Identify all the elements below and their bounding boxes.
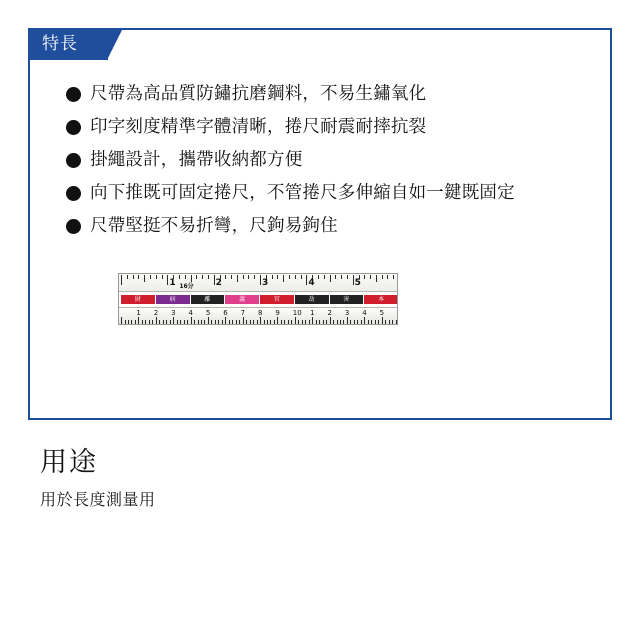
ruler-bottom-number: 8 <box>258 309 263 317</box>
features-tab-label: 特長 <box>28 28 108 60</box>
ruler-bottom-number: 4 <box>362 309 367 317</box>
ruler-tick <box>312 317 313 324</box>
ruler-tick <box>347 275 348 279</box>
feature-text: 向下推既可固定捲尺，不管捲尺多伸縮自如一鍵既固定 <box>90 183 515 203</box>
ruler-tick <box>133 275 134 279</box>
ruler-tick <box>138 317 139 324</box>
ruler-tick <box>281 320 282 324</box>
ruler-chip: 義 <box>225 295 259 304</box>
ruler-top-number: 2 <box>215 278 222 288</box>
ruler-tick <box>215 320 216 324</box>
ruler-tick <box>156 275 157 279</box>
ruler-tick <box>128 320 129 324</box>
ruler-tick <box>131 320 132 324</box>
ruler-tick <box>316 320 317 324</box>
ruler-tick <box>191 317 192 324</box>
ruler-tick <box>357 320 358 324</box>
ruler-tick <box>289 275 290 279</box>
ruler-tick <box>166 320 167 324</box>
ruler-chip: 本 <box>364 295 398 304</box>
ruler-tick <box>159 320 160 324</box>
ruler-tick <box>125 320 126 324</box>
ruler-chip: 害 <box>330 295 364 304</box>
ruler-tick <box>382 275 383 279</box>
ruler-tick <box>229 320 230 324</box>
ruler-tick <box>298 320 299 324</box>
ruler-tick <box>185 275 186 279</box>
feature-text: 掛繩設計，攜帶收納都方便 <box>90 150 303 170</box>
ruler-tick <box>396 320 397 324</box>
ruler-tick <box>218 320 219 324</box>
ruler-tick <box>326 320 327 324</box>
ruler-tick <box>214 275 215 285</box>
ruler-chip: 劫 <box>295 295 329 304</box>
ruler-tick <box>167 275 168 285</box>
ruler-tick <box>330 317 331 324</box>
ruler-top-number: 3 <box>262 278 269 288</box>
ruler-tick <box>277 317 278 324</box>
ruler-tick <box>243 317 244 324</box>
ruler-bottom-number: 5 <box>379 309 385 317</box>
ruler-tick <box>324 275 325 279</box>
ruler-tick <box>288 320 289 324</box>
ruler-tick <box>187 320 188 324</box>
feature-text: 印字刻度精準字體清晰，捲尺耐震耐摔抗裂 <box>90 117 427 137</box>
ruler-tick <box>333 320 334 324</box>
ruler-tick <box>257 320 258 324</box>
ruler-tick <box>142 320 143 324</box>
ruler-tick <box>306 275 307 285</box>
feature-text: 尺帶為高品質防鏽抗磨鋼料，不易生鏽氧化 <box>90 84 427 104</box>
ruler-chip: 官 <box>260 295 294 304</box>
ruler-tick <box>152 320 153 324</box>
ruler-tick <box>156 317 157 324</box>
ruler-tick <box>246 320 247 324</box>
ruler-bottom-number: 10 <box>292 309 302 317</box>
ruler-tick <box>254 275 255 279</box>
ruler-tick <box>127 275 128 279</box>
bullet-dot-icon <box>66 120 81 135</box>
ruler-tick <box>208 317 209 324</box>
ruler-tick <box>309 320 310 324</box>
ruler-tick <box>260 317 261 324</box>
ruler-tick <box>283 275 284 282</box>
ruler-tick <box>121 275 122 285</box>
ruler-tick <box>385 320 386 324</box>
ruler-tick <box>239 320 240 324</box>
ruler-bottom-number: 2 <box>327 309 332 317</box>
ruler-tick <box>225 275 226 279</box>
ruler-tick <box>284 320 285 324</box>
ruler-tick <box>248 275 249 279</box>
ruler-tick <box>270 320 271 324</box>
ruler-chip: 財 <box>121 295 155 304</box>
ruler-tick <box>318 275 319 279</box>
ruler-tick <box>382 317 383 324</box>
ruler-tick <box>237 275 238 282</box>
ruler-tick <box>180 320 181 324</box>
ruler-unit-label: 16分 <box>179 283 194 290</box>
ruler-tick <box>121 317 122 324</box>
ruler-tape-image <box>118 273 398 325</box>
ruler-bottom-number: 4 <box>188 309 193 317</box>
ruler-tick <box>343 320 344 324</box>
bullet-dot-icon <box>66 87 81 102</box>
ruler-tick <box>361 320 362 324</box>
ruler-tick <box>135 320 136 324</box>
list-item <box>66 214 594 238</box>
ruler-tick <box>232 320 233 324</box>
usage-title: 用途 <box>40 447 98 478</box>
ruler-tick <box>370 275 371 279</box>
ruler-graphic <box>118 273 398 325</box>
ruler-bottom-number: 1 <box>310 309 315 317</box>
ruler-tick <box>353 275 354 285</box>
ruler-tick <box>149 320 150 324</box>
ruler-tick <box>354 320 355 324</box>
ruler-chip: 離 <box>191 295 225 304</box>
ruler-tick <box>250 320 251 324</box>
ruler-tick <box>173 317 174 324</box>
ruler-tick <box>184 320 185 324</box>
usage-description: 用於長度測量用 <box>40 490 156 509</box>
features-list <box>66 82 594 247</box>
ruler-tick <box>305 320 306 324</box>
ruler-tick <box>387 275 388 279</box>
ruler-bottom-number: 7 <box>240 309 246 317</box>
ruler-bottom-number: 6 <box>223 309 228 317</box>
bullet-dot-icon <box>66 186 81 201</box>
ruler-tick <box>330 275 331 282</box>
ruler-chip: 病 <box>156 295 190 304</box>
ruler-tick <box>341 275 342 279</box>
ruler-tick <box>236 320 237 324</box>
ruler-tick <box>371 320 372 324</box>
ruler-tick <box>319 320 320 324</box>
ruler-bottom-number: 5 <box>205 309 211 317</box>
ruler-tick <box>389 320 390 324</box>
ruler-bottom-number: 3 <box>171 309 176 317</box>
ruler-tick <box>274 320 275 324</box>
ruler-tick <box>301 275 302 279</box>
ruler-tick <box>302 320 303 324</box>
ruler-tick <box>368 320 369 324</box>
ruler-tick <box>170 320 171 324</box>
ruler-tick <box>202 275 203 279</box>
bullet-dot-icon <box>66 153 81 168</box>
ruler-tick <box>204 320 205 324</box>
ruler-tick <box>225 317 226 324</box>
ruler-top-number: 1 <box>169 278 176 288</box>
ruler-bottom-number: 1 <box>136 309 141 317</box>
ruler-tick <box>231 275 232 279</box>
ruler-tick <box>267 320 268 324</box>
ruler-tick <box>138 275 139 279</box>
ruler-tick <box>243 275 244 279</box>
ruler-tick <box>162 275 163 279</box>
ruler-tick <box>222 320 223 324</box>
ruler-tick <box>340 320 341 324</box>
list-item <box>66 82 594 106</box>
ruler-tick <box>335 275 336 279</box>
ruler-tick <box>194 320 195 324</box>
ruler-tick <box>177 320 178 324</box>
ruler-tick <box>347 317 348 324</box>
ruler-tick <box>291 320 292 324</box>
ruler-tick <box>337 320 338 324</box>
ruler-tick <box>277 275 278 279</box>
ruler-tick <box>350 320 351 324</box>
feature-text: 尺帶堅挺不易折彎，尺鉤易鉤住 <box>90 216 338 236</box>
ruler-tick <box>378 320 379 324</box>
ruler-tick <box>376 275 377 282</box>
ruler-tick <box>211 320 212 324</box>
ruler-tick <box>208 275 209 279</box>
ruler-tick <box>150 275 151 279</box>
ruler-tick <box>191 275 192 282</box>
ruler-tick <box>196 275 197 279</box>
ruler-tick <box>253 320 254 324</box>
ruler-top-number: 5 <box>354 278 361 288</box>
ruler-tick <box>393 275 394 279</box>
list-item <box>66 115 594 139</box>
ruler-bottom-number: 3 <box>344 309 350 317</box>
bullet-dot-icon <box>66 219 81 234</box>
ruler-tick <box>163 320 164 324</box>
ruler-tick <box>375 320 376 324</box>
ruler-tick <box>295 275 296 279</box>
list-item <box>66 148 594 172</box>
ruler-bottom-number: 2 <box>153 309 159 317</box>
ruler-top-number: 4 <box>308 278 315 288</box>
ruler-tick <box>179 275 180 279</box>
ruler-tick <box>201 320 202 324</box>
ruler-tick <box>264 320 265 324</box>
list-item <box>66 181 594 205</box>
ruler-bottom-number: 9 <box>275 309 280 317</box>
ruler-tick <box>144 275 145 282</box>
ruler-tick <box>323 320 324 324</box>
ruler-tick <box>260 275 261 285</box>
ruler-tick <box>198 320 199 324</box>
ruler-tick <box>392 320 393 324</box>
ruler-tick <box>272 275 273 279</box>
ruler-tick <box>295 317 296 324</box>
features-panel <box>28 28 612 420</box>
ruler-tick <box>364 317 365 324</box>
ruler-tick <box>145 320 146 324</box>
ruler-tick <box>364 275 365 279</box>
